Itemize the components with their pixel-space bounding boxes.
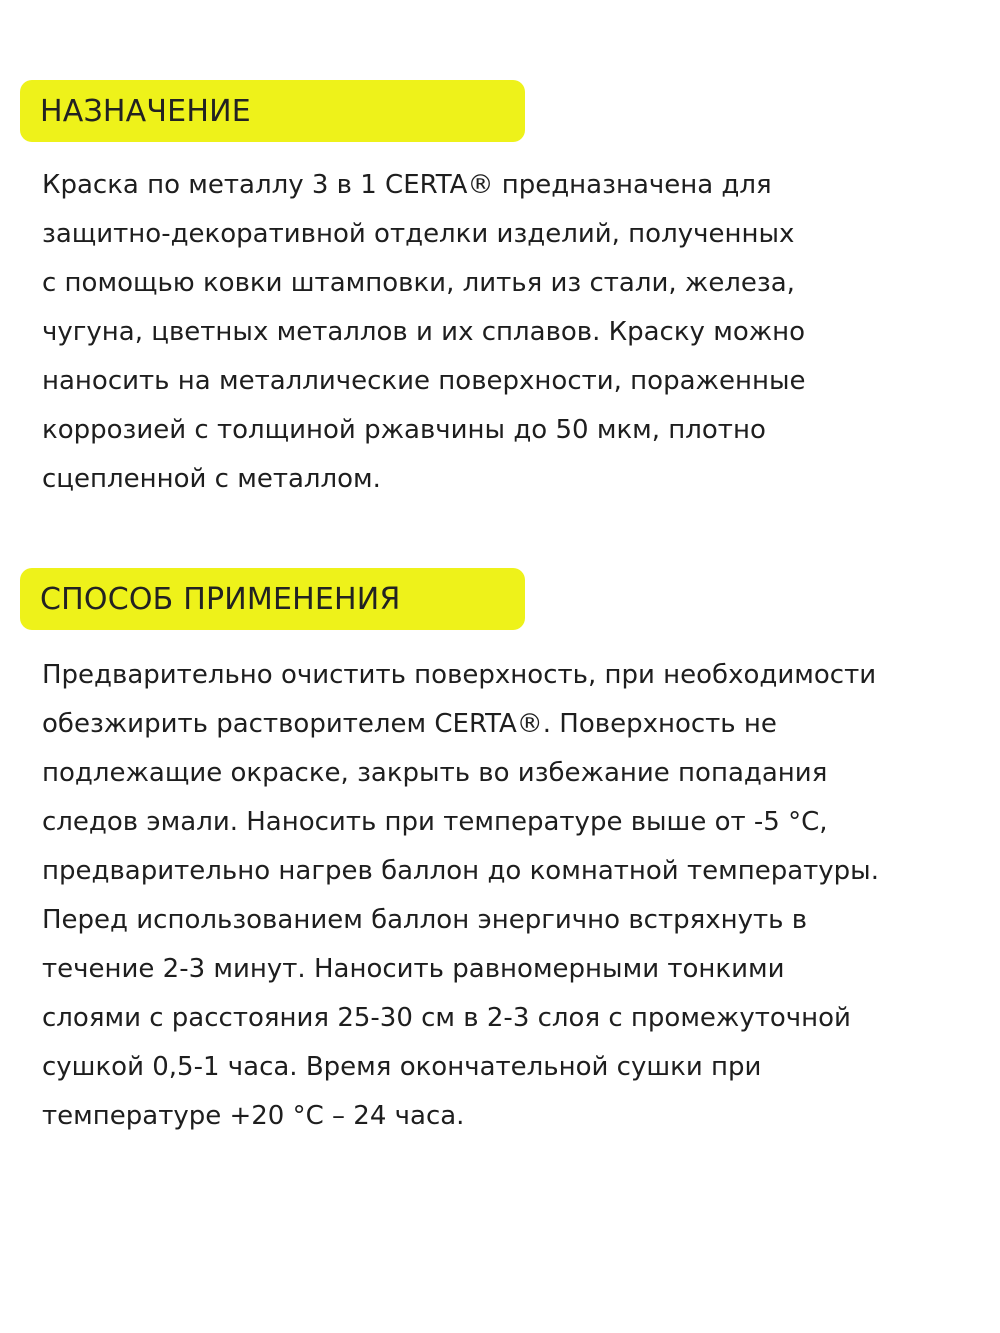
text-line: течение 2-3 минут. Наносить равномерными тонкими xyxy=(42,954,785,984)
text-line: Перед использованием баллон энергично встряхнуть в xyxy=(42,905,808,935)
text-line: обезжирить растворителем CERTA®. Поверхность не xyxy=(42,709,777,739)
section-header-method xyxy=(20,568,525,630)
section-title-purpose: НАЗНАЧЕНИЕ xyxy=(40,93,251,129)
text-line: температуре +20 °С – 24 часа. xyxy=(42,1101,465,1131)
text-line: сцепленной с металлом. xyxy=(42,464,381,494)
section-header-purpose xyxy=(20,80,525,142)
text-line: коррозией с толщиной ржавчины до 50 мкм, плотно xyxy=(42,415,766,445)
text-line: подлежащие окраске, закрыть во избежание попадания xyxy=(42,758,828,788)
text-line: сушкой 0,5-1 часа. Время окончательной сушки при xyxy=(42,1052,762,1082)
section-text-purpose xyxy=(42,161,972,504)
section-text-method xyxy=(42,651,972,1141)
text-line: слоями с расстояния 25-30 см в 2-3 слоя с промежуточной xyxy=(42,1003,851,1033)
text-line: с помощью ковки штамповки, литья из стали, железа, xyxy=(42,268,795,298)
text-line: Краска по металлу 3 в 1 CERTA® предназначена для xyxy=(42,170,772,200)
text-line: следов эмали. Наносить при температуре выше от -5 °С, xyxy=(42,807,828,837)
text-line: Предварительно очистить поверхность, при необходимости xyxy=(42,660,877,690)
text-line: предварительно нагрев баллон до комнатной температуры. xyxy=(42,856,879,886)
text-line: наносить на металлические поверхности, пораженные xyxy=(42,366,806,396)
section-title-method: СПОСОБ ПРИМЕНЕНИЯ xyxy=(40,581,401,617)
text-line: защитно-декоративной отделки изделий, полученных xyxy=(42,219,795,249)
text-line: чугуна, цветных металлов и их сплавов. Краску можно xyxy=(42,317,806,347)
